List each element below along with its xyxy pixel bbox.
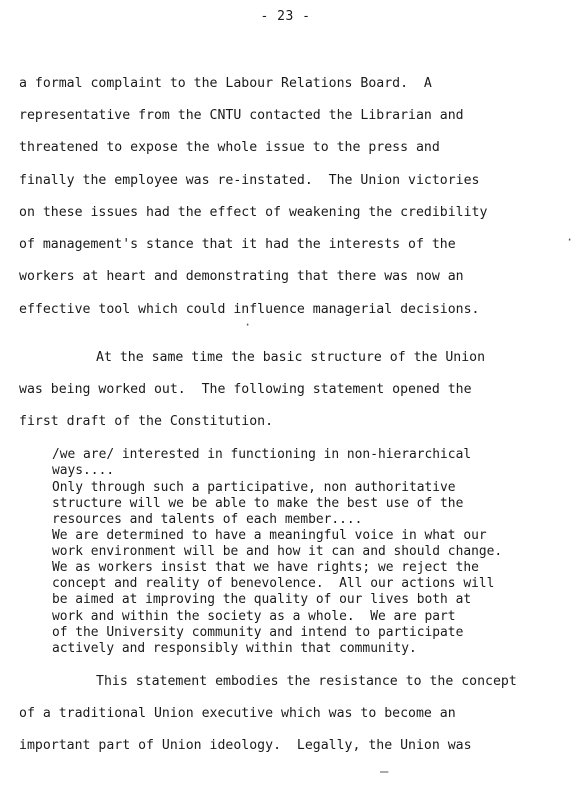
quote-line: ways.... (52, 463, 115, 478)
text-line: of a traditional Union executive which was to become an (19, 706, 456, 721)
text-line: first draft of the Constitution. (19, 414, 274, 429)
quote-line: work environment will be and how it can and should change. (52, 544, 503, 559)
scan-speck: · (566, 233, 573, 247)
quote-line: work and within the society as a whole. We are part (52, 609, 456, 624)
scan-speck: · (244, 318, 252, 332)
quote-line: of the University community and intend to participate (52, 625, 464, 640)
text-line: representative from the CNTU contacted the Librarian and (19, 108, 464, 123)
quote-line: structure will we be able to make the best use of the (52, 496, 464, 511)
text-line: important part of Union ideology. Legally, the Union was (19, 738, 472, 753)
text-line: At the same time the basic structure of the Union (96, 350, 486, 365)
quote-line: We as workers insist that we have rights; we reject the (52, 560, 479, 575)
text-line: on these issues had the effect of weakening the credibility (19, 205, 488, 220)
quote-line: resources and talents of each member.... (52, 512, 363, 527)
page-number: - 23 - (260, 9, 311, 24)
text-line: was being worked out. The following statement opened the (19, 382, 472, 397)
text-line: of management's stance that it had the interests of the (19, 237, 456, 252)
quote-line: Only through such a participative, non authoritative (52, 480, 456, 495)
quote-line: be aimed at improving the quality of our lives both at (52, 592, 472, 607)
text-line: effective tool which could influence managerial decisions. (19, 302, 480, 317)
text-line: This statement embodies the resistance to the concept (96, 674, 517, 689)
text-line: threatened to expose the whole issue to the press and (19, 140, 440, 155)
quote-line: actively and responsibly within that community. (52, 641, 417, 656)
text-line: a formal complaint to the Labour Relations Board. A (19, 76, 432, 91)
quote-line: /we are/ interested in functioning in non-hierarchical (52, 447, 472, 462)
scan-mark: — (380, 764, 389, 780)
quote-line: concept and reality of benevolence. All our actions will (52, 576, 495, 591)
quote-line: We are determined to have a meaningful voice in what our (52, 528, 487, 543)
text-line: finally the employee was re-instated. The Union victories (19, 173, 480, 188)
text-line: workers at heart and demonstrating that there was now an (19, 269, 464, 284)
